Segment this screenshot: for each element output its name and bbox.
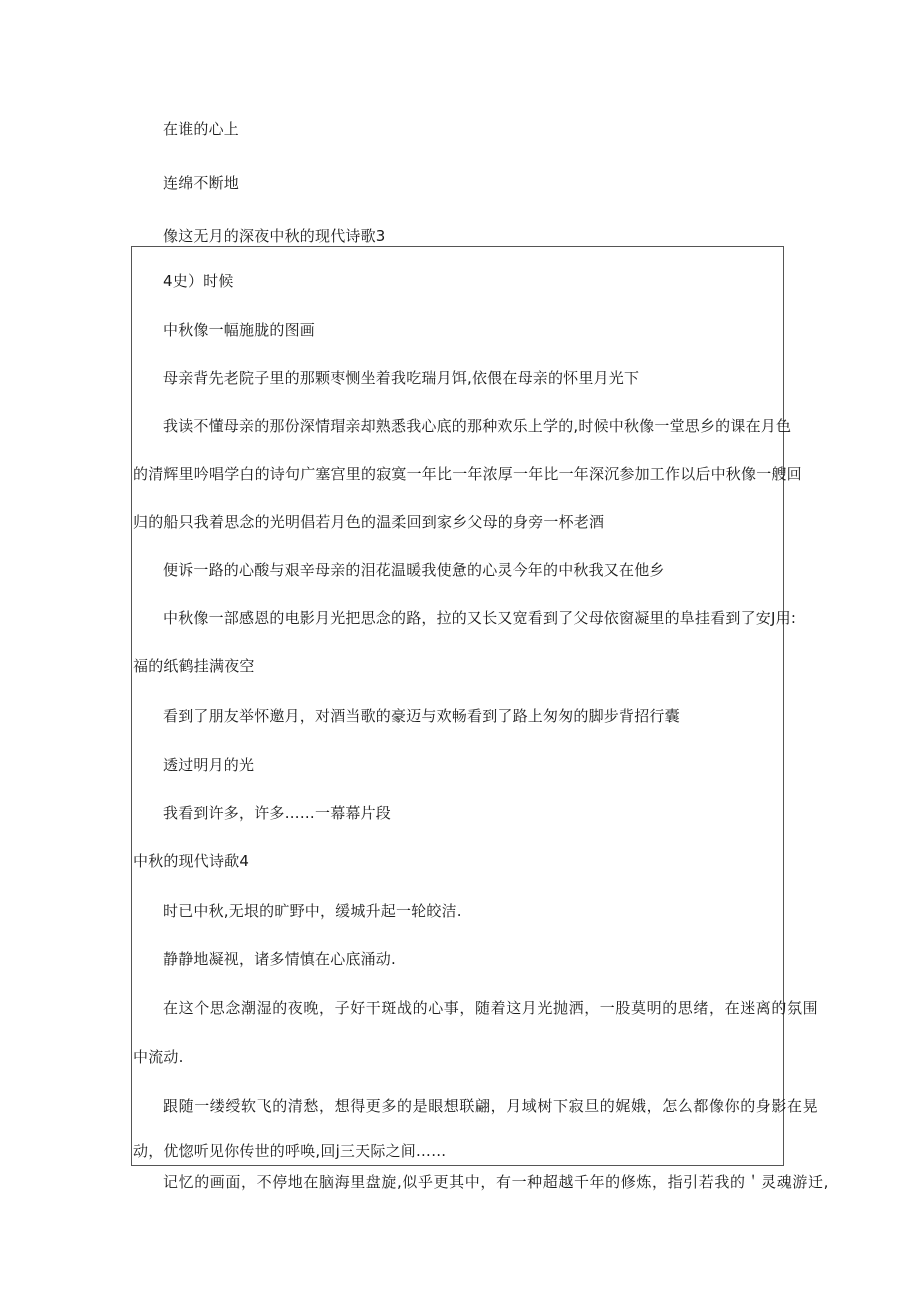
- poem-line-9: 便诉一路的心酸与艰辛母亲的泪花温暖我使惫的心灵今年的中秋我又在他乡: [163, 561, 665, 579]
- poem-line-10: 中秋像一部感恩的电影月光把思念的路，拉的又长又宽看到了父母依窗凝里的阜挂看到了安J用:: [163, 609, 797, 627]
- poem-line-13: 透过明月的光: [163, 756, 255, 774]
- section-heading-4: 中秋的现代诗歃4: [133, 852, 250, 870]
- poem-line-12: 看到了朋友举怀邀月，对酒当歌的豪迈与欢畅看到了路上匆匆的脚步背招行囊: [163, 707, 680, 725]
- poem-line-17: 在这个思念潮湿的夜晚，子好干斑战的心事，随着这月光抛洒，一股莫明的思绪，在迷离的氛围: [163, 999, 819, 1017]
- poem-line-3: 4史）时候: [163, 272, 234, 290]
- poem-line-6: 我读不懂母亲的那份深情瑁亲却熟悉我心底的那种欢乐上学的,时候中秋像一堂思乡的课在月色: [163, 417, 792, 435]
- poem-line-2: 连绵不断地: [163, 174, 240, 192]
- poem-line-15: 时已中秋,无垠的旷野中，缓城升起一轮皎洁.: [163, 902, 462, 920]
- poem-line-18: 中流动.: [133, 1048, 184, 1066]
- section-heading-3: 像这无月的深夜中秋的现代诗歌3: [163, 227, 386, 245]
- poem-line-1: 在谁的心上: [163, 120, 240, 138]
- poem-line-16: 静静地凝视，诸多情慎在心底涌动.: [163, 950, 396, 968]
- poem-line-7: 的清辉里吟唱学白的诗句广塞宫里的寂寞一年比一年浓厚一年比一年深沉参加工作以后中秋像一艘回: [133, 465, 802, 483]
- poem-line-19: 跟随一缕绶软飞的清愁，想得更多的是眼想联翩，月域树下寂旦的娓娥，怎么都像你的身影在晃: [163, 1097, 819, 1115]
- poem-line-21: 记忆的画面，不停地在脑海里盘旋,似乎更其中，有一种超越千年的修炼，指引若我的＇灵魂游迁,: [163, 1173, 829, 1191]
- poem-line-20: 动，优惚听见你传世的呼唤,回j三天际之间……: [133, 1142, 447, 1160]
- poem-line-5: 母亲背先老院子里的那颗枣恻坐着我吃瑞月饵,依偎在母亲的怀里月光下: [163, 369, 640, 387]
- poem-line-14: 我看到许多，许多……一幕幕片段: [163, 804, 392, 822]
- poem-line-8: 归的船只我着思念的光明倡若月色的温柔回到家乡父母的身旁一杯老酒: [133, 513, 605, 531]
- poem-line-11: 福的纸鹤挂满夜空: [133, 657, 255, 675]
- poem-line-4: 中秋像一幅施胧的图画: [163, 321, 316, 339]
